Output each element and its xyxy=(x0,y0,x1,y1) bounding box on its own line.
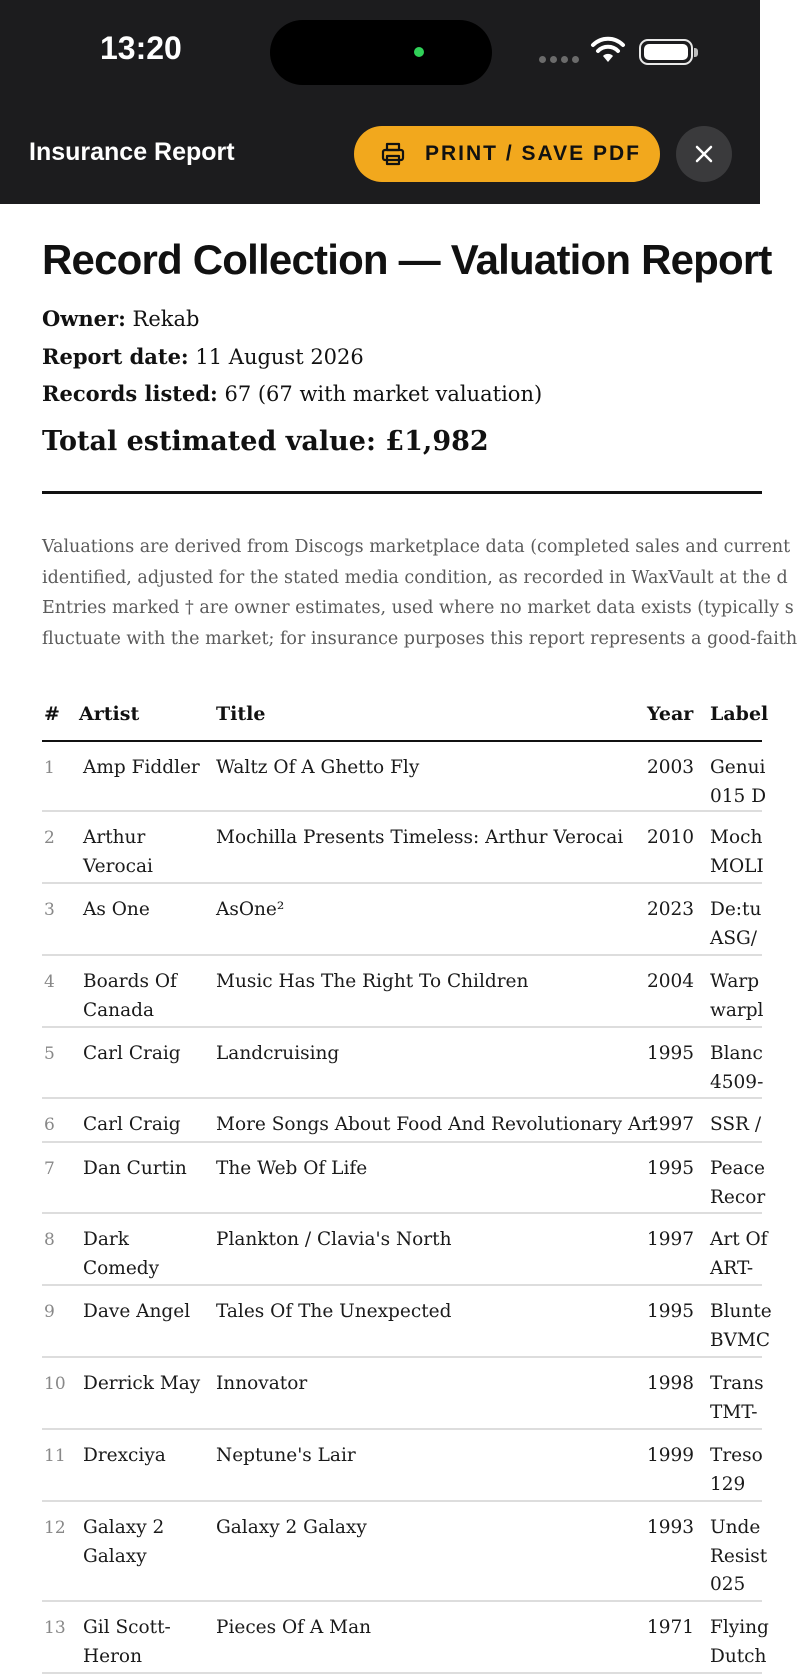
owner-value: Rekab xyxy=(132,307,200,331)
top-bar xyxy=(0,0,760,204)
valuation-disclaimer xyxy=(42,532,798,654)
row-artist: Carl Craig xyxy=(83,1114,181,1135)
table-row xyxy=(42,1143,766,1214)
row-year: 2023 xyxy=(647,899,695,920)
total-value-line xyxy=(42,426,489,457)
row-number: 1 xyxy=(44,758,55,778)
table-row xyxy=(42,1099,762,1143)
close-icon xyxy=(694,144,714,164)
row-title: More Songs About Food And Revolutionary Art xyxy=(216,1114,658,1135)
row-number: 13 xyxy=(44,1618,66,1638)
table-row xyxy=(42,956,762,1028)
disclaimer-line: identified, adjusted for the stated media condition, as recorded in WaxVault at the d xyxy=(42,567,788,588)
row-artist: As One xyxy=(83,899,150,920)
row-year: 1997 xyxy=(647,1114,695,1135)
divider xyxy=(42,491,762,494)
cellular-signal-icon xyxy=(539,56,579,63)
print-save-pdf-button[interactable] xyxy=(354,126,660,182)
table-row xyxy=(42,1028,762,1099)
row-number: 2 xyxy=(44,828,55,848)
wifi-icon xyxy=(590,36,626,64)
row-year: 1997 xyxy=(647,1229,695,1250)
close-button[interactable] xyxy=(676,126,732,182)
row-number: 7 xyxy=(44,1159,55,1179)
row-label: Genui 015 D xyxy=(710,757,767,807)
row-number: 3 xyxy=(44,900,55,920)
disclaimer-line: Entries marked † are owner estimates, used where no market data exists (typically s xyxy=(42,598,794,618)
report-date-line xyxy=(42,344,364,369)
row-year: 1993 xyxy=(647,1517,695,1538)
row-label: Blanc 4509- xyxy=(710,1043,764,1093)
row-year: 1995 xyxy=(647,1158,695,1179)
row-artist: Galaxy 2 Galaxy xyxy=(83,1517,165,1567)
table-row xyxy=(42,1358,762,1430)
column-header-artist: Artist xyxy=(79,703,140,725)
records-listed-value: 67 (67 with market valuation) xyxy=(224,382,543,406)
report-date-label: Report date: xyxy=(42,344,189,369)
table-row xyxy=(42,1214,768,1286)
status-time: 13:20 xyxy=(100,30,182,66)
row-label: SSR / xyxy=(710,1114,762,1135)
total-value-label: Total estimated value: xyxy=(42,426,376,457)
battery-icon xyxy=(639,39,693,65)
row-number: 5 xyxy=(44,1044,55,1064)
row-number: 12 xyxy=(44,1518,66,1538)
column-header-year: Year xyxy=(647,703,694,725)
row-artist: Arthur Verocai xyxy=(83,827,153,877)
row-year: 1999 xyxy=(647,1445,695,1466)
row-label: Peace Recor xyxy=(710,1158,766,1208)
table-row xyxy=(42,1430,762,1502)
row-artist: Derrick May xyxy=(83,1373,201,1394)
row-number: 8 xyxy=(44,1230,55,1250)
printer-icon xyxy=(381,142,405,166)
print-button-label: PRINT / SAVE PDF xyxy=(425,142,641,165)
camera-indicator-icon xyxy=(414,47,424,57)
row-title: Galaxy 2 Galaxy xyxy=(216,1517,367,1538)
table-row xyxy=(42,1502,768,1602)
row-year: 1995 xyxy=(647,1301,695,1322)
report-title: Record Collection — Valuation Report xyxy=(42,236,772,283)
records-listed-label: Records listed: xyxy=(42,381,218,406)
row-artist: Boards Of Canada xyxy=(83,971,177,1021)
row-label: Art Of ART- xyxy=(710,1229,768,1279)
row-number: 4 xyxy=(44,972,55,992)
column-header-number: # xyxy=(44,703,60,725)
table-row xyxy=(42,812,762,884)
row-number: 9 xyxy=(44,1302,55,1322)
row-title: The Web Of Life xyxy=(216,1158,368,1179)
row-label: De:tu ASG/ xyxy=(710,899,762,949)
row-title: Waltz Of A Ghetto Fly xyxy=(216,757,420,778)
row-number: 11 xyxy=(44,1446,66,1466)
owner-line xyxy=(42,306,199,331)
row-title: Innovator xyxy=(216,1373,308,1394)
row-title: Tales Of The Unexpected xyxy=(216,1301,452,1322)
disclaimer-line: Valuations are derived from Discogs marketplace data (completed sales and current xyxy=(42,537,791,557)
row-artist: Amp Fiddler xyxy=(83,757,200,778)
row-year: 1998 xyxy=(647,1373,695,1394)
row-label: Unde Resist 025 xyxy=(710,1517,768,1595)
column-header-label: Label xyxy=(710,703,769,725)
table-row xyxy=(42,884,762,956)
row-artist: Carl Craig xyxy=(83,1043,181,1064)
table-header xyxy=(42,680,769,742)
table-row xyxy=(42,742,767,812)
row-artist: Drexciya xyxy=(83,1445,166,1466)
row-label: Treso 129 xyxy=(710,1445,763,1495)
row-number: 10 xyxy=(44,1374,66,1394)
row-title: Neptune's Lair xyxy=(216,1445,356,1466)
row-title: Plankton / Clavia's North xyxy=(216,1229,452,1250)
row-label: Trans TMT- xyxy=(710,1373,764,1423)
row-title: AsOne² xyxy=(216,899,285,920)
row-year: 2010 xyxy=(647,827,695,848)
row-year: 2004 xyxy=(647,971,695,992)
row-number: 6 xyxy=(44,1115,55,1135)
row-year: 1995 xyxy=(647,1043,695,1064)
column-header-title: Title xyxy=(216,703,266,725)
records-listed-line xyxy=(42,381,542,406)
row-year: 1971 xyxy=(647,1617,695,1638)
row-title: Landcruising xyxy=(216,1043,340,1064)
row-label: Warp warpl xyxy=(710,971,764,1021)
app-title: Insurance Report xyxy=(29,138,235,166)
row-artist: Dan Curtin xyxy=(83,1158,187,1179)
row-title: Mochilla Presents Timeless: Arthur Verocai xyxy=(216,827,624,848)
row-artist: Gil Scott-Heron xyxy=(83,1617,171,1667)
row-label: Flying Dutch xyxy=(710,1617,769,1667)
row-label: Moch MOLI xyxy=(710,827,764,877)
row-year: 2003 xyxy=(647,757,695,778)
table-row xyxy=(42,1286,772,1358)
row-artist: Dark Comedy xyxy=(83,1229,160,1279)
report-date-value: 11 August 2026 xyxy=(195,345,364,369)
row-title: Music Has The Right To Children xyxy=(216,971,529,992)
row-label: Blunte BVMC xyxy=(710,1301,772,1351)
row-title: Pieces Of A Man xyxy=(216,1617,372,1638)
dynamic-island xyxy=(270,20,492,85)
row-artist: Dave Angel xyxy=(83,1301,191,1322)
owner-label: Owner: xyxy=(42,306,126,331)
table-row xyxy=(42,1602,769,1674)
records-table xyxy=(42,680,772,1674)
total-value-amount: £1,982 xyxy=(385,426,489,457)
disclaimer-line: fluctuate with the market; for insurance purposes this report represents a good-faith xyxy=(42,628,798,649)
